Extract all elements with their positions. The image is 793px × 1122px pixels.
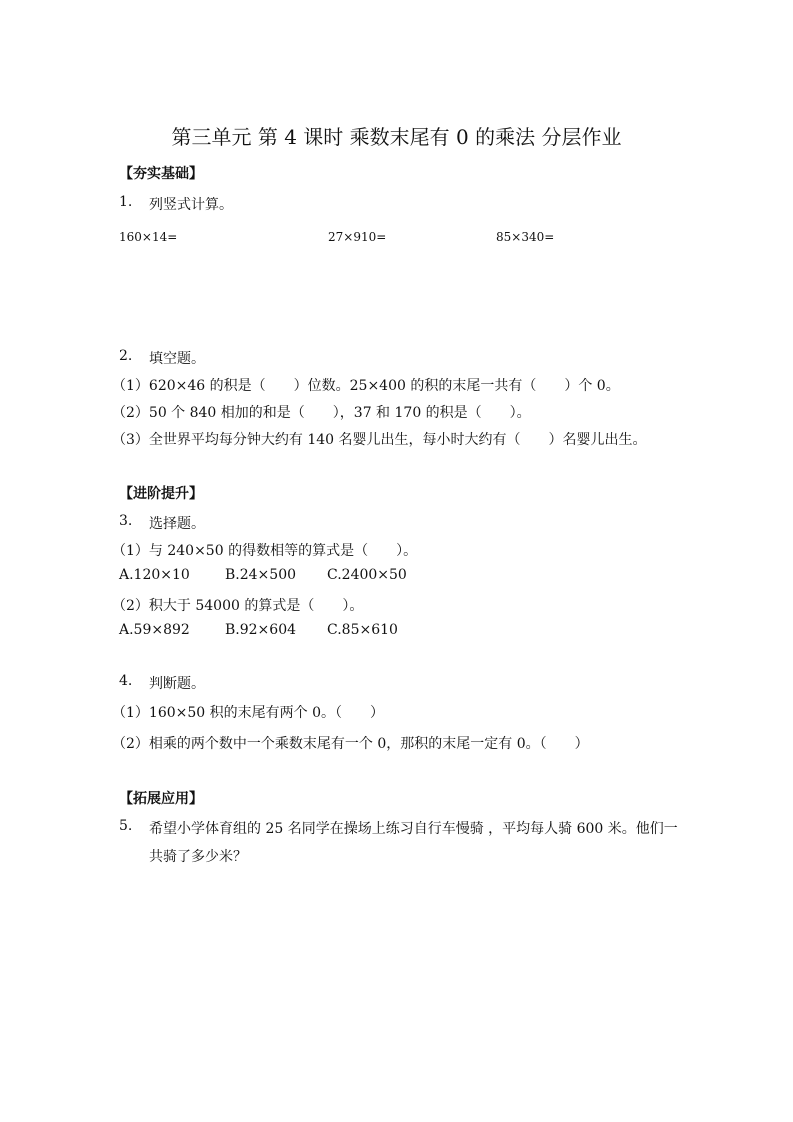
q3-opt-2b: B.92×604 [225, 622, 297, 638]
q4-text: 判断题。 [149, 676, 205, 692]
q1-item-2: 27×910= [328, 230, 387, 244]
q5-line-2: 共骑了多少米？ [149, 849, 247, 865]
q1-text: 列竖式计算。 [149, 197, 233, 213]
section-basic: 【夯实基础】 [119, 166, 203, 182]
q4-line-2: （2）相乘的两个数中一个乘数末尾有一个 0，那积的末尾一定有 0。（ ） [112, 736, 589, 752]
q3-opt-2a: A.59×892 [119, 622, 190, 638]
section-extend: 【拓展应用】 [119, 791, 203, 807]
q3-opt-1a: A.120×10 [119, 567, 190, 583]
q1-number: 1. [119, 194, 133, 210]
q2-line-1: （1）620×46 的积是（ ）位数。25×400 的积的末尾一共有（ ）个 0。 [112, 378, 620, 394]
q1-item-3: 85×340= [496, 230, 555, 244]
q3-number: 3. [119, 513, 133, 529]
q1-item-1: 160×14= [119, 230, 178, 244]
q2-line-3: （3）全世界平均每分钟大约有 140 名婴儿出生，每小时大约有（ ）名婴儿出生。 [112, 432, 647, 448]
q5-line-1: 希望小学体育组的 25 名同学在操场上练习自行车慢骑 ，平均每人骑 600 米。他们一 [149, 821, 678, 837]
q4-line-1: （1）160×50 积的末尾有两个 0。（ ） [112, 705, 384, 721]
q3-opt-1b: B.24×500 [225, 567, 297, 583]
q3-opt-2c: C.85×610 [327, 622, 398, 638]
q3-opt-1c: C.2400×50 [327, 567, 407, 583]
q3-sub-1: （1）与 240×50 的得数相等的算式是（ ）。 [112, 543, 418, 559]
q3-sub-2: （2）积大于 54000 的算式是（ ）。 [112, 598, 364, 614]
q2-text: 填空题。 [149, 351, 205, 367]
q2-number: 2. [119, 348, 133, 364]
page-title: 第三单元 第 4 课时 乘数末尾有 0 的乘法 分层作业 [171, 125, 622, 149]
q3-text: 选择题。 [149, 516, 205, 532]
section-advanced: 【进阶提升】 [119, 486, 203, 502]
q4-number: 4. [119, 673, 133, 689]
q2-line-2: （2）50 个 840 相加的和是（ ），37 和 170 的积是（ ）。 [112, 405, 531, 421]
q5-number: 5. [119, 818, 133, 834]
